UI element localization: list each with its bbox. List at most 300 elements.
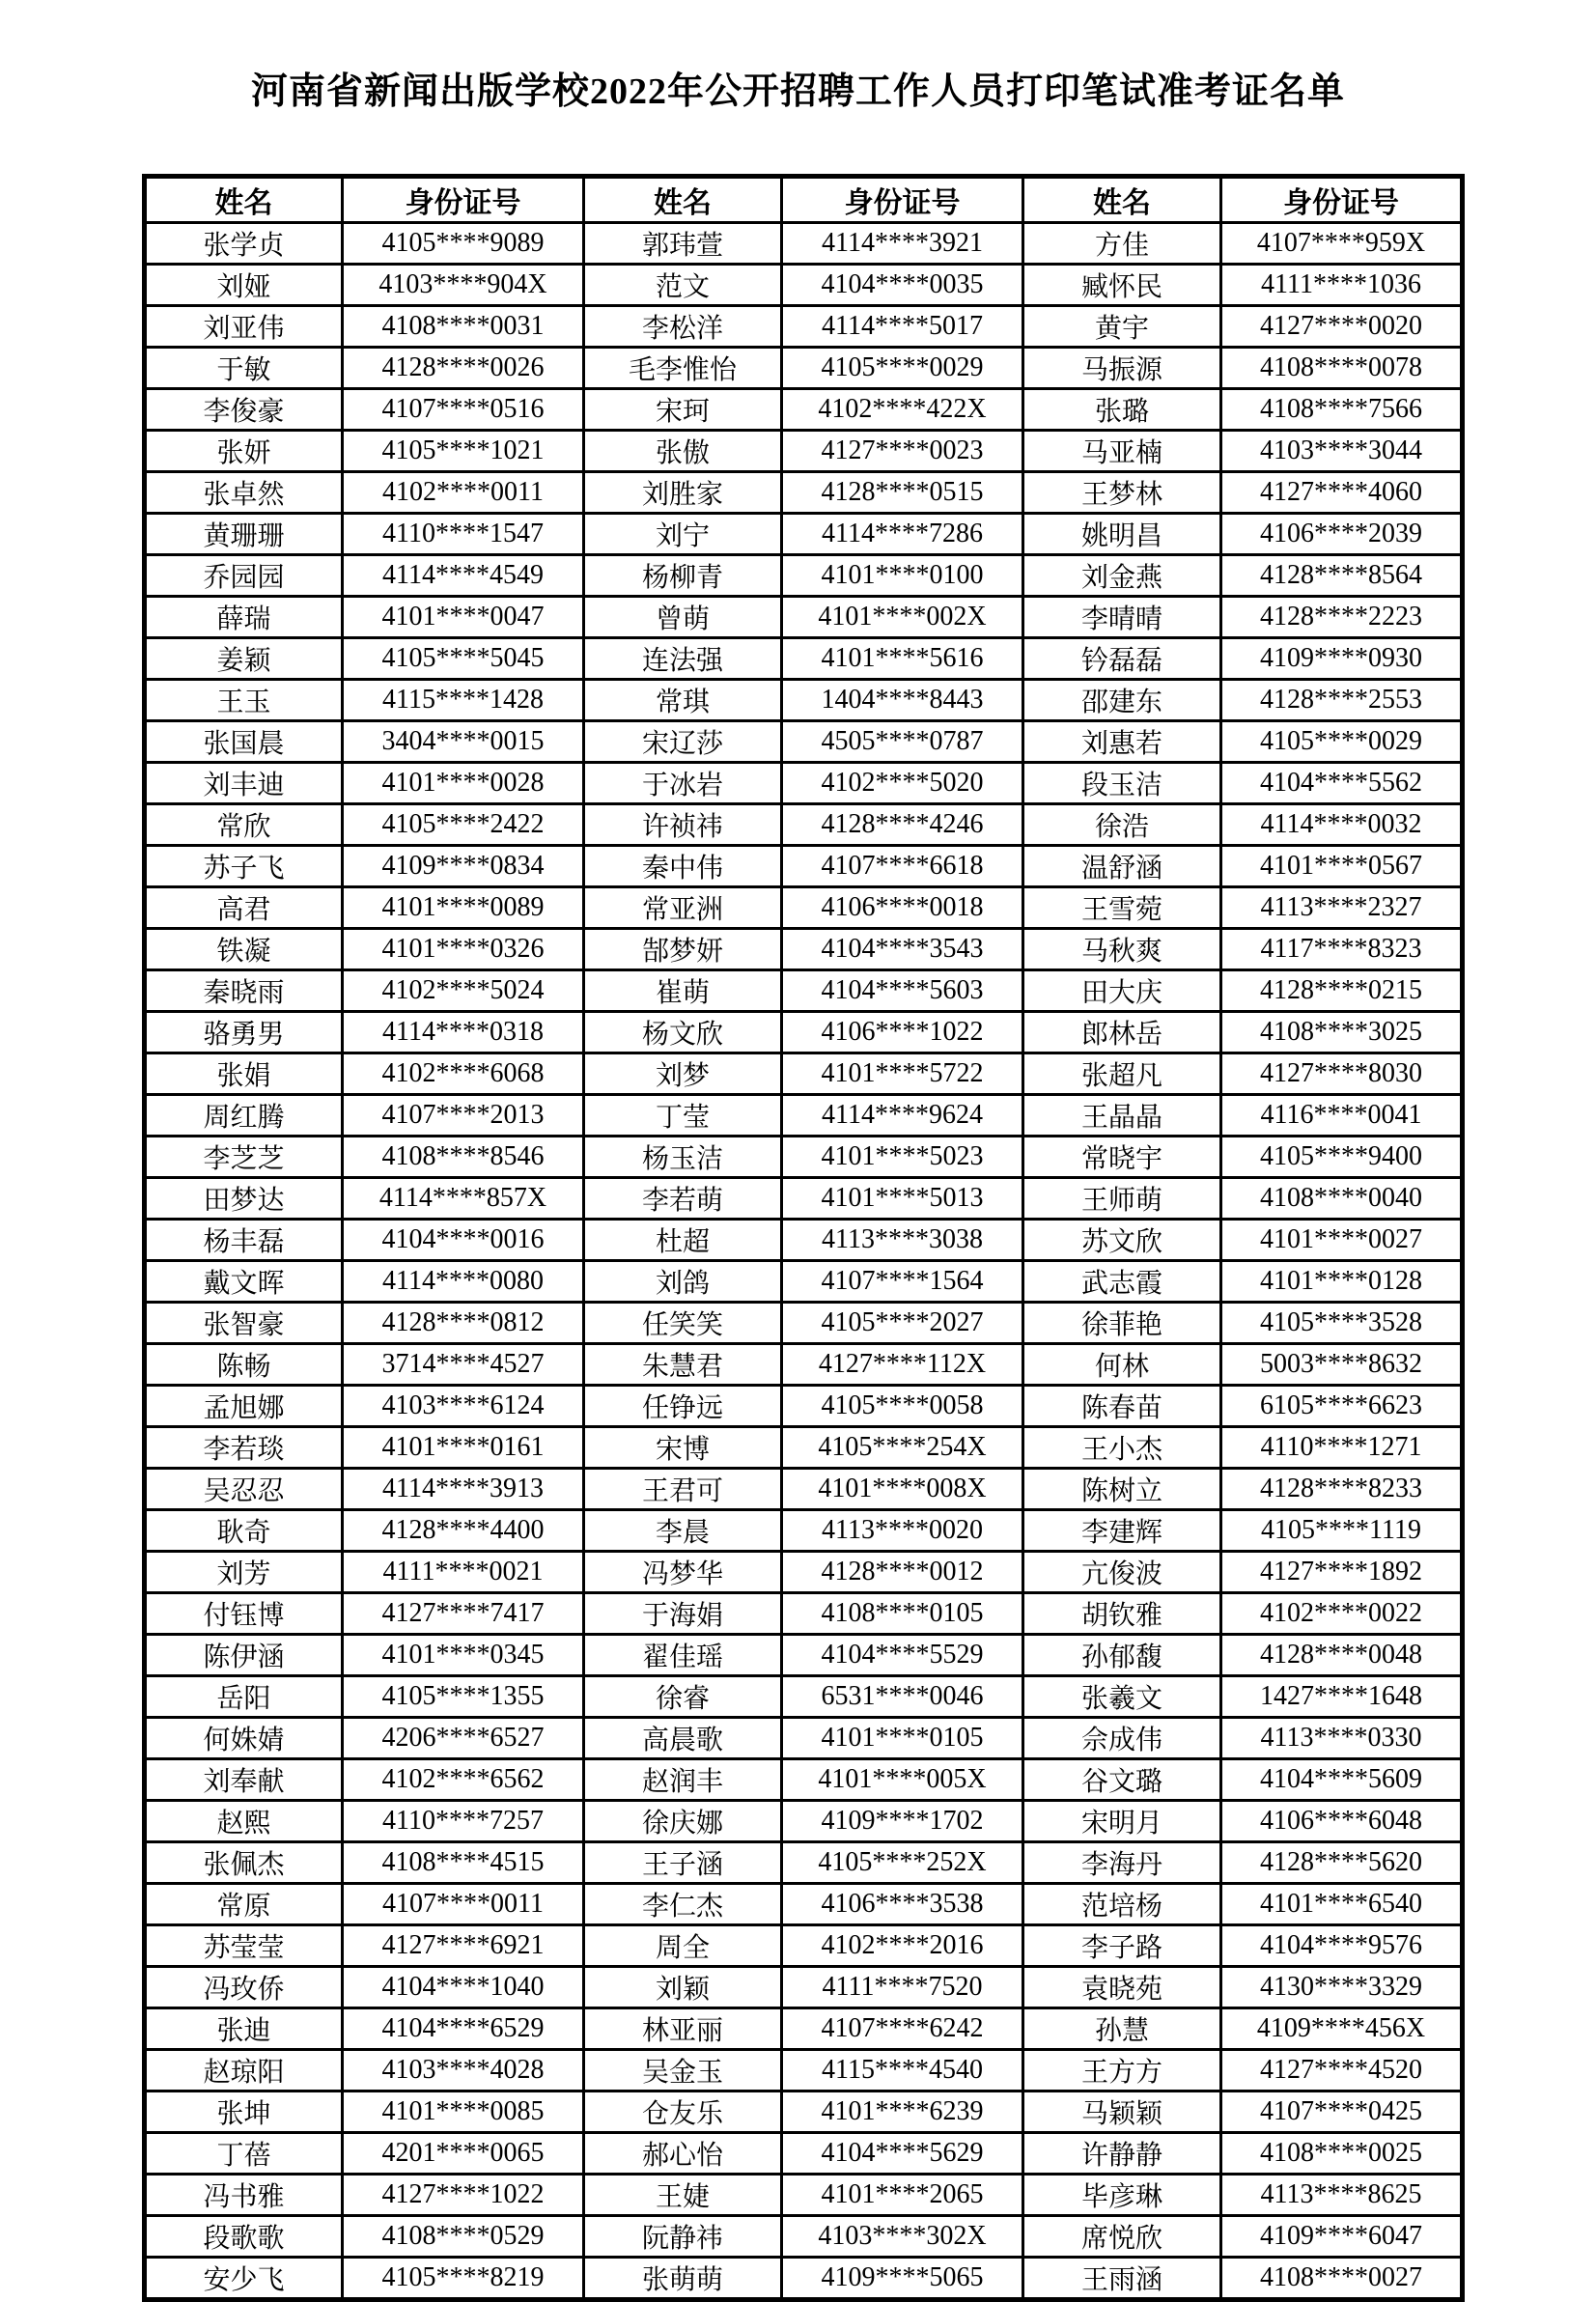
page-title: 河南省新闻出版学校2022年公开招聘工作人员打印笔试准考证名单	[250, 71, 1345, 112]
id-number-cell: 6105****6623	[1221, 1386, 1463, 1427]
table-row	[145, 1053, 1463, 1095]
name-cell: 张卓然	[145, 472, 343, 514]
id-number-cell: 4102****6562	[343, 1759, 584, 1801]
name-cell: 刘金燕	[1023, 555, 1221, 597]
id-number-cell: 4127****1892	[1221, 1552, 1463, 1593]
id-number-cell: 4101****0100	[782, 555, 1023, 597]
id-number-cell: 4128****8233	[1221, 1469, 1463, 1510]
name-cell: 崔萌	[584, 970, 782, 1012]
table-header-row	[145, 177, 1463, 223]
table-row	[145, 638, 1463, 680]
name-cell: 姜颖	[145, 638, 343, 680]
table-row	[145, 1676, 1463, 1718]
id-number-cell: 4104****0016	[343, 1220, 584, 1261]
id-number-cell: 4114****857X	[343, 1178, 584, 1220]
name-cell: 徐浩	[1023, 804, 1221, 846]
name-cell: 郭玮萱	[584, 223, 782, 265]
id-number-cell: 4105****0029	[1221, 721, 1463, 763]
id-number-cell: 4107****959X	[1221, 223, 1463, 265]
name-cell: 郜梦妍	[584, 929, 782, 970]
id-number-cell: 4104****0035	[782, 265, 1023, 306]
table-row	[145, 1842, 1463, 1884]
name-cell: 骆勇男	[145, 1012, 343, 1053]
header-name: 姓名	[1023, 177, 1221, 223]
id-number-cell: 4101****5722	[782, 1053, 1023, 1095]
id-number-cell: 4127****8030	[1221, 1053, 1463, 1095]
name-cell: 许静静	[1023, 2133, 1221, 2175]
name-cell: 郝心怡	[584, 2133, 782, 2175]
name-cell: 陈畅	[145, 1344, 343, 1386]
header-id-number: 身份证号	[782, 177, 1023, 223]
table-row	[145, 348, 1463, 389]
name-cell: 冯梦华	[584, 1552, 782, 1593]
id-number-cell: 4128****0812	[343, 1303, 584, 1344]
name-cell: 张坤	[145, 2091, 343, 2133]
id-number-cell: 4117****8323	[1221, 929, 1463, 970]
id-number-cell: 4111****7520	[782, 1967, 1023, 2008]
id-number-cell: 4114****9624	[782, 1095, 1023, 1137]
name-cell: 王方方	[1023, 2050, 1221, 2091]
name-cell: 宋辽莎	[584, 721, 782, 763]
name-cell: 苏莹莹	[145, 1925, 343, 1967]
name-cell: 常晓宇	[1023, 1137, 1221, 1178]
name-cell: 王雨涵	[1023, 2258, 1221, 2300]
table-row	[145, 2258, 1463, 2300]
id-number-cell: 4108****8546	[343, 1137, 584, 1178]
id-number-cell: 4201****0065	[343, 2133, 584, 2175]
name-cell: 李俊豪	[145, 389, 343, 431]
name-cell: 许祯祎	[584, 804, 782, 846]
name-cell: 戴文晖	[145, 1261, 343, 1303]
id-number-cell: 4101****6540	[1221, 1884, 1463, 1925]
name-cell: 冯书雅	[145, 2175, 343, 2216]
id-number-cell: 4107****0011	[343, 1884, 584, 1925]
id-number-cell: 4105****254X	[782, 1427, 1023, 1469]
name-cell: 郎林岳	[1023, 1012, 1221, 1053]
name-cell: 李若琰	[145, 1427, 343, 1469]
id-number-cell: 4113****2327	[1221, 887, 1463, 929]
id-number-cell: 4113****0020	[782, 1510, 1023, 1552]
name-cell: 何林	[1023, 1344, 1221, 1386]
name-cell: 张璐	[1023, 389, 1221, 431]
id-number-cell: 4105****2422	[343, 804, 584, 846]
name-cell: 范培杨	[1023, 1884, 1221, 1925]
name-cell: 徐庆娜	[584, 1801, 782, 1842]
name-cell: 陈春苗	[1023, 1386, 1221, 1427]
table-row	[145, 1718, 1463, 1759]
id-number-cell: 4114****0032	[1221, 804, 1463, 846]
id-number-cell: 4101****6239	[782, 2091, 1023, 2133]
id-number-cell: 4108****3025	[1221, 1012, 1463, 1053]
name-cell: 刘惠若	[1023, 721, 1221, 763]
id-number-cell: 4108****0105	[782, 1593, 1023, 1635]
header-id-number: 身份证号	[1221, 177, 1463, 223]
table-row	[145, 804, 1463, 846]
id-number-cell: 4105****1355	[343, 1676, 584, 1718]
name-cell: 任笑笑	[584, 1303, 782, 1344]
name-cell: 吴金玉	[584, 2050, 782, 2091]
id-number-cell: 4109****6047	[1221, 2216, 1463, 2258]
table-row	[145, 1967, 1463, 2008]
name-cell: 吴忍忍	[145, 1469, 343, 1510]
id-number-cell: 4127****4060	[1221, 472, 1463, 514]
table-row	[145, 929, 1463, 970]
id-number-cell: 4127****4520	[1221, 2050, 1463, 2091]
table-row	[145, 1593, 1463, 1635]
name-cell: 陈伊涵	[145, 1635, 343, 1676]
table-row	[145, 265, 1463, 306]
table-row	[145, 1801, 1463, 1842]
name-cell: 刘丰迪	[145, 763, 343, 804]
table-row	[145, 2216, 1463, 2258]
table-row	[145, 1344, 1463, 1386]
name-cell: 刘宁	[584, 514, 782, 555]
id-number-cell: 4104****3543	[782, 929, 1023, 970]
name-cell: 宋明月	[1023, 1801, 1221, 1842]
name-cell: 于冰岩	[584, 763, 782, 804]
id-number-cell: 4115****1428	[343, 680, 584, 721]
id-number-cell: 4109****456X	[1221, 2008, 1463, 2050]
name-cell: 于敏	[145, 348, 343, 389]
name-cell: 刘娅	[145, 265, 343, 306]
id-number-cell: 4101****2065	[782, 2175, 1023, 2216]
table-row	[145, 1261, 1463, 1303]
name-cell: 马秋爽	[1023, 929, 1221, 970]
id-number-cell: 4101****008X	[782, 1469, 1023, 1510]
table-row	[145, 2175, 1463, 2216]
id-number-cell: 4104****5603	[782, 970, 1023, 1012]
id-number-cell: 4128****4400	[343, 1510, 584, 1552]
table-row	[145, 514, 1463, 555]
name-cell: 张国晨	[145, 721, 343, 763]
id-number-cell: 4127****0020	[1221, 306, 1463, 348]
name-cell: 李芝芝	[145, 1137, 343, 1178]
name-cell: 黄珊珊	[145, 514, 343, 555]
name-cell: 杨丰磊	[145, 1220, 343, 1261]
id-number-cell: 1404****8443	[782, 680, 1023, 721]
name-cell: 张娟	[145, 1053, 343, 1095]
name-cell: 李晨	[584, 1510, 782, 1552]
id-number-cell: 4103****904X	[343, 265, 584, 306]
name-cell: 王师萌	[1023, 1178, 1221, 1220]
id-number-cell: 4104****1040	[343, 1967, 584, 2008]
name-cell: 武志霞	[1023, 1261, 1221, 1303]
name-cell: 亢俊波	[1023, 1552, 1221, 1593]
table-row	[145, 389, 1463, 431]
id-number-cell: 4103****302X	[782, 2216, 1023, 2258]
table-row	[145, 555, 1463, 597]
name-cell: 刘奉献	[145, 1759, 343, 1801]
id-number-cell: 4101****005X	[782, 1759, 1023, 1801]
id-number-cell: 4104****5609	[1221, 1759, 1463, 1801]
roster-table-body	[145, 223, 1463, 2300]
id-number-cell: 4206****6527	[343, 1718, 584, 1759]
name-cell: 刘亚伟	[145, 306, 343, 348]
table-row	[145, 472, 1463, 514]
name-cell: 李子路	[1023, 1925, 1221, 1967]
id-number-cell: 4110****1271	[1221, 1427, 1463, 1469]
name-cell: 王婕	[584, 2175, 782, 2216]
name-cell: 王玉	[145, 680, 343, 721]
name-cell: 张智豪	[145, 1303, 343, 1344]
id-number-cell: 4114****3921	[782, 223, 1023, 265]
name-cell: 张傲	[584, 431, 782, 472]
id-number-cell: 6531****0046	[782, 1676, 1023, 1718]
name-cell: 常琪	[584, 680, 782, 721]
id-number-cell: 4114****4549	[343, 555, 584, 597]
id-number-cell: 4114****5017	[782, 306, 1023, 348]
id-number-cell: 4105****3528	[1221, 1303, 1463, 1344]
id-number-cell: 4102****5024	[343, 970, 584, 1012]
header-id-number: 身份证号	[343, 177, 584, 223]
id-number-cell: 4127****112X	[782, 1344, 1023, 1386]
id-number-cell: 4105****9089	[343, 223, 584, 265]
id-number-cell: 3404****0015	[343, 721, 584, 763]
name-cell: 安少飞	[145, 2258, 343, 2300]
id-number-cell: 4105****0058	[782, 1386, 1023, 1427]
id-number-cell: 4101****0089	[343, 887, 584, 929]
name-cell: 黄宇	[1023, 306, 1221, 348]
table-row	[145, 597, 1463, 638]
id-number-cell: 4102****2016	[782, 1925, 1023, 1967]
name-cell: 刘鸽	[584, 1261, 782, 1303]
id-number-cell: 4106****3538	[782, 1884, 1023, 1925]
name-cell: 毕彦琳	[1023, 2175, 1221, 2216]
name-cell: 常原	[145, 1884, 343, 1925]
name-cell: 仓友乐	[584, 2091, 782, 2133]
id-number-cell: 4105****5045	[343, 638, 584, 680]
name-cell: 翟佳瑶	[584, 1635, 782, 1676]
id-number-cell: 3714****4527	[343, 1344, 584, 1386]
name-cell: 王君可	[584, 1469, 782, 1510]
id-number-cell: 4109****0834	[343, 846, 584, 887]
name-cell: 徐睿	[584, 1676, 782, 1718]
name-cell: 张超凡	[1023, 1053, 1221, 1095]
header-name: 姓名	[584, 177, 782, 223]
table-row	[145, 1095, 1463, 1137]
id-number-cell: 4127****6921	[343, 1925, 584, 1967]
id-number-cell: 4104****5629	[782, 2133, 1023, 2175]
id-number-cell: 4107****6242	[782, 2008, 1023, 2050]
id-number-cell: 4106****0018	[782, 887, 1023, 929]
name-cell: 孟旭娜	[145, 1386, 343, 1427]
id-number-cell: 4114****0318	[343, 1012, 584, 1053]
name-cell: 姚明昌	[1023, 514, 1221, 555]
name-cell: 王梦林	[1023, 472, 1221, 514]
id-number-cell: 4113****3038	[782, 1220, 1023, 1261]
name-cell: 任铮远	[584, 1386, 782, 1427]
admission-ticket-roster-table	[142, 174, 1465, 2302]
id-number-cell: 4108****0025	[1221, 2133, 1463, 2175]
name-cell: 杨玉洁	[584, 1137, 782, 1178]
name-cell: 范文	[584, 265, 782, 306]
id-number-cell: 4108****0078	[1221, 348, 1463, 389]
name-cell: 张羲文	[1023, 1676, 1221, 1718]
name-cell: 王晶晶	[1023, 1095, 1221, 1137]
id-number-cell: 4108****0031	[343, 306, 584, 348]
name-cell: 段歌歌	[145, 2216, 343, 2258]
id-number-cell: 4115****4540	[782, 2050, 1023, 2091]
name-cell: 温舒涵	[1023, 846, 1221, 887]
table-row	[145, 846, 1463, 887]
table-row	[145, 1469, 1463, 1510]
name-cell: 李海丹	[1023, 1842, 1221, 1884]
header-name: 姓名	[145, 177, 343, 223]
id-number-cell: 4101****002X	[782, 597, 1023, 638]
id-number-cell: 4107****1564	[782, 1261, 1023, 1303]
table-row	[145, 1386, 1463, 1427]
id-number-cell: 4104****6529	[343, 2008, 584, 2050]
table-row	[145, 1884, 1463, 1925]
id-number-cell: 4109****0930	[1221, 638, 1463, 680]
id-number-cell: 4102****0022	[1221, 1593, 1463, 1635]
name-cell: 谷文璐	[1023, 1759, 1221, 1801]
id-number-cell: 4103****3044	[1221, 431, 1463, 472]
name-cell: 李若萌	[584, 1178, 782, 1220]
table-row	[145, 680, 1463, 721]
table-row	[145, 2133, 1463, 2175]
name-cell: 秦晓雨	[145, 970, 343, 1012]
id-number-cell: 4108****7566	[1221, 389, 1463, 431]
id-number-cell: 4128****2223	[1221, 597, 1463, 638]
name-cell: 连法强	[584, 638, 782, 680]
name-cell: 杨文欣	[584, 1012, 782, 1053]
name-cell: 马亚楠	[1023, 431, 1221, 472]
id-number-cell: 4101****5023	[782, 1137, 1023, 1178]
table-row	[145, 1635, 1463, 1676]
id-number-cell: 4101****0128	[1221, 1261, 1463, 1303]
id-number-cell: 4103****6124	[343, 1386, 584, 1427]
id-number-cell: 4105****2027	[782, 1303, 1023, 1344]
name-cell: 何姝婧	[145, 1718, 343, 1759]
id-number-cell: 4105****0029	[782, 348, 1023, 389]
name-cell: 毛李惟怡	[584, 348, 782, 389]
name-cell: 邵建东	[1023, 680, 1221, 721]
name-cell: 于海娟	[584, 1593, 782, 1635]
id-number-cell: 4101****0028	[343, 763, 584, 804]
name-cell: 马颖颖	[1023, 2091, 1221, 2133]
name-cell: 胡钦雅	[1023, 1593, 1221, 1635]
name-cell: 王雪菀	[1023, 887, 1221, 929]
id-number-cell: 4107****0425	[1221, 2091, 1463, 2133]
id-number-cell: 4108****0040	[1221, 1178, 1463, 1220]
id-number-cell: 4102****6068	[343, 1053, 584, 1095]
name-cell: 高晨歌	[584, 1718, 782, 1759]
name-cell: 刘胜家	[584, 472, 782, 514]
id-number-cell: 4128****2553	[1221, 680, 1463, 721]
name-cell: 臧怀民	[1023, 265, 1221, 306]
id-number-cell: 4105****1119	[1221, 1510, 1463, 1552]
name-cell: 铁凝	[145, 929, 343, 970]
id-number-cell: 4127****0023	[782, 431, 1023, 472]
table-row	[145, 1012, 1463, 1053]
name-cell: 孙慧	[1023, 2008, 1221, 2050]
id-number-cell: 4101****0085	[343, 2091, 584, 2133]
table-row	[145, 1137, 1463, 1178]
name-cell: 陈树立	[1023, 1469, 1221, 1510]
name-cell: 李松洋	[584, 306, 782, 348]
name-cell: 孙郁馥	[1023, 1635, 1221, 1676]
id-number-cell: 4108****0529	[343, 2216, 584, 2258]
name-cell: 佘成伟	[1023, 1718, 1221, 1759]
name-cell: 宋珂	[584, 389, 782, 431]
name-cell: 张迪	[145, 2008, 343, 2050]
id-number-cell: 4104****9576	[1221, 1925, 1463, 1967]
id-number-cell: 4101****0345	[343, 1635, 584, 1676]
name-cell: 袁晓苑	[1023, 1967, 1221, 2008]
name-cell: 丁莹	[584, 1095, 782, 1137]
id-number-cell: 4101****5013	[782, 1178, 1023, 1220]
id-number-cell: 4114****3913	[343, 1469, 584, 1510]
name-cell: 田大庆	[1023, 970, 1221, 1012]
name-cell: 周全	[584, 1925, 782, 1967]
table-row	[145, 970, 1463, 1012]
name-cell: 刘颖	[584, 1967, 782, 2008]
id-number-cell: 4101****0047	[343, 597, 584, 638]
name-cell: 田梦达	[145, 1178, 343, 1220]
name-cell: 段玉洁	[1023, 763, 1221, 804]
name-cell: 杨柳青	[584, 555, 782, 597]
name-cell: 张萌萌	[584, 2258, 782, 2300]
name-cell: 杜超	[584, 1220, 782, 1261]
name-cell: 宋博	[584, 1427, 782, 1469]
table-header	[145, 177, 1463, 223]
table-row	[145, 1303, 1463, 1344]
id-number-cell: 4127****1022	[343, 2175, 584, 2216]
id-number-cell: 4104****5562	[1221, 763, 1463, 804]
id-number-cell: 4113****0330	[1221, 1718, 1463, 1759]
name-cell: 李仁杰	[584, 1884, 782, 1925]
name-cell: 李建辉	[1023, 1510, 1221, 1552]
table-row	[145, 887, 1463, 929]
name-cell: 赵熙	[145, 1801, 343, 1842]
name-cell: 阮静祎	[584, 2216, 782, 2258]
name-cell: 冯玫侨	[145, 1967, 343, 2008]
table-row	[145, 431, 1463, 472]
id-number-cell: 4130****3329	[1221, 1967, 1463, 2008]
table-row	[145, 1925, 1463, 1967]
name-cell: 常欣	[145, 804, 343, 846]
id-number-cell: 4111****0021	[343, 1552, 584, 1593]
id-number-cell: 4128****0515	[782, 472, 1023, 514]
id-number-cell: 4101****5616	[782, 638, 1023, 680]
name-cell: 张妍	[145, 431, 343, 472]
id-number-cell: 4108****4515	[343, 1842, 584, 1884]
id-number-cell: 4110****7257	[343, 1801, 584, 1842]
name-cell: 高君	[145, 887, 343, 929]
table-row	[145, 1220, 1463, 1261]
name-cell: 常亚洲	[584, 887, 782, 929]
name-cell: 秦中伟	[584, 846, 782, 887]
name-cell: 耿奇	[145, 1510, 343, 1552]
id-number-cell: 4110****1547	[343, 514, 584, 555]
id-number-cell: 4105****8219	[343, 2258, 584, 2300]
name-cell: 钤磊磊	[1023, 638, 1221, 680]
id-number-cell: 4128****0215	[1221, 970, 1463, 1012]
table-row	[145, 1510, 1463, 1552]
id-number-cell: 1427****1648	[1221, 1676, 1463, 1718]
id-number-cell: 4102****5020	[782, 763, 1023, 804]
name-cell: 席悦欣	[1023, 2216, 1221, 2258]
table-row	[145, 763, 1463, 804]
name-cell: 乔园园	[145, 555, 343, 597]
id-number-cell: 4101****0161	[343, 1427, 584, 1469]
table-row	[145, 223, 1463, 265]
name-cell: 王小杰	[1023, 1427, 1221, 1469]
id-number-cell: 4108****0027	[1221, 2258, 1463, 2300]
name-cell: 曾萌	[584, 597, 782, 638]
table-row	[145, 2008, 1463, 2050]
